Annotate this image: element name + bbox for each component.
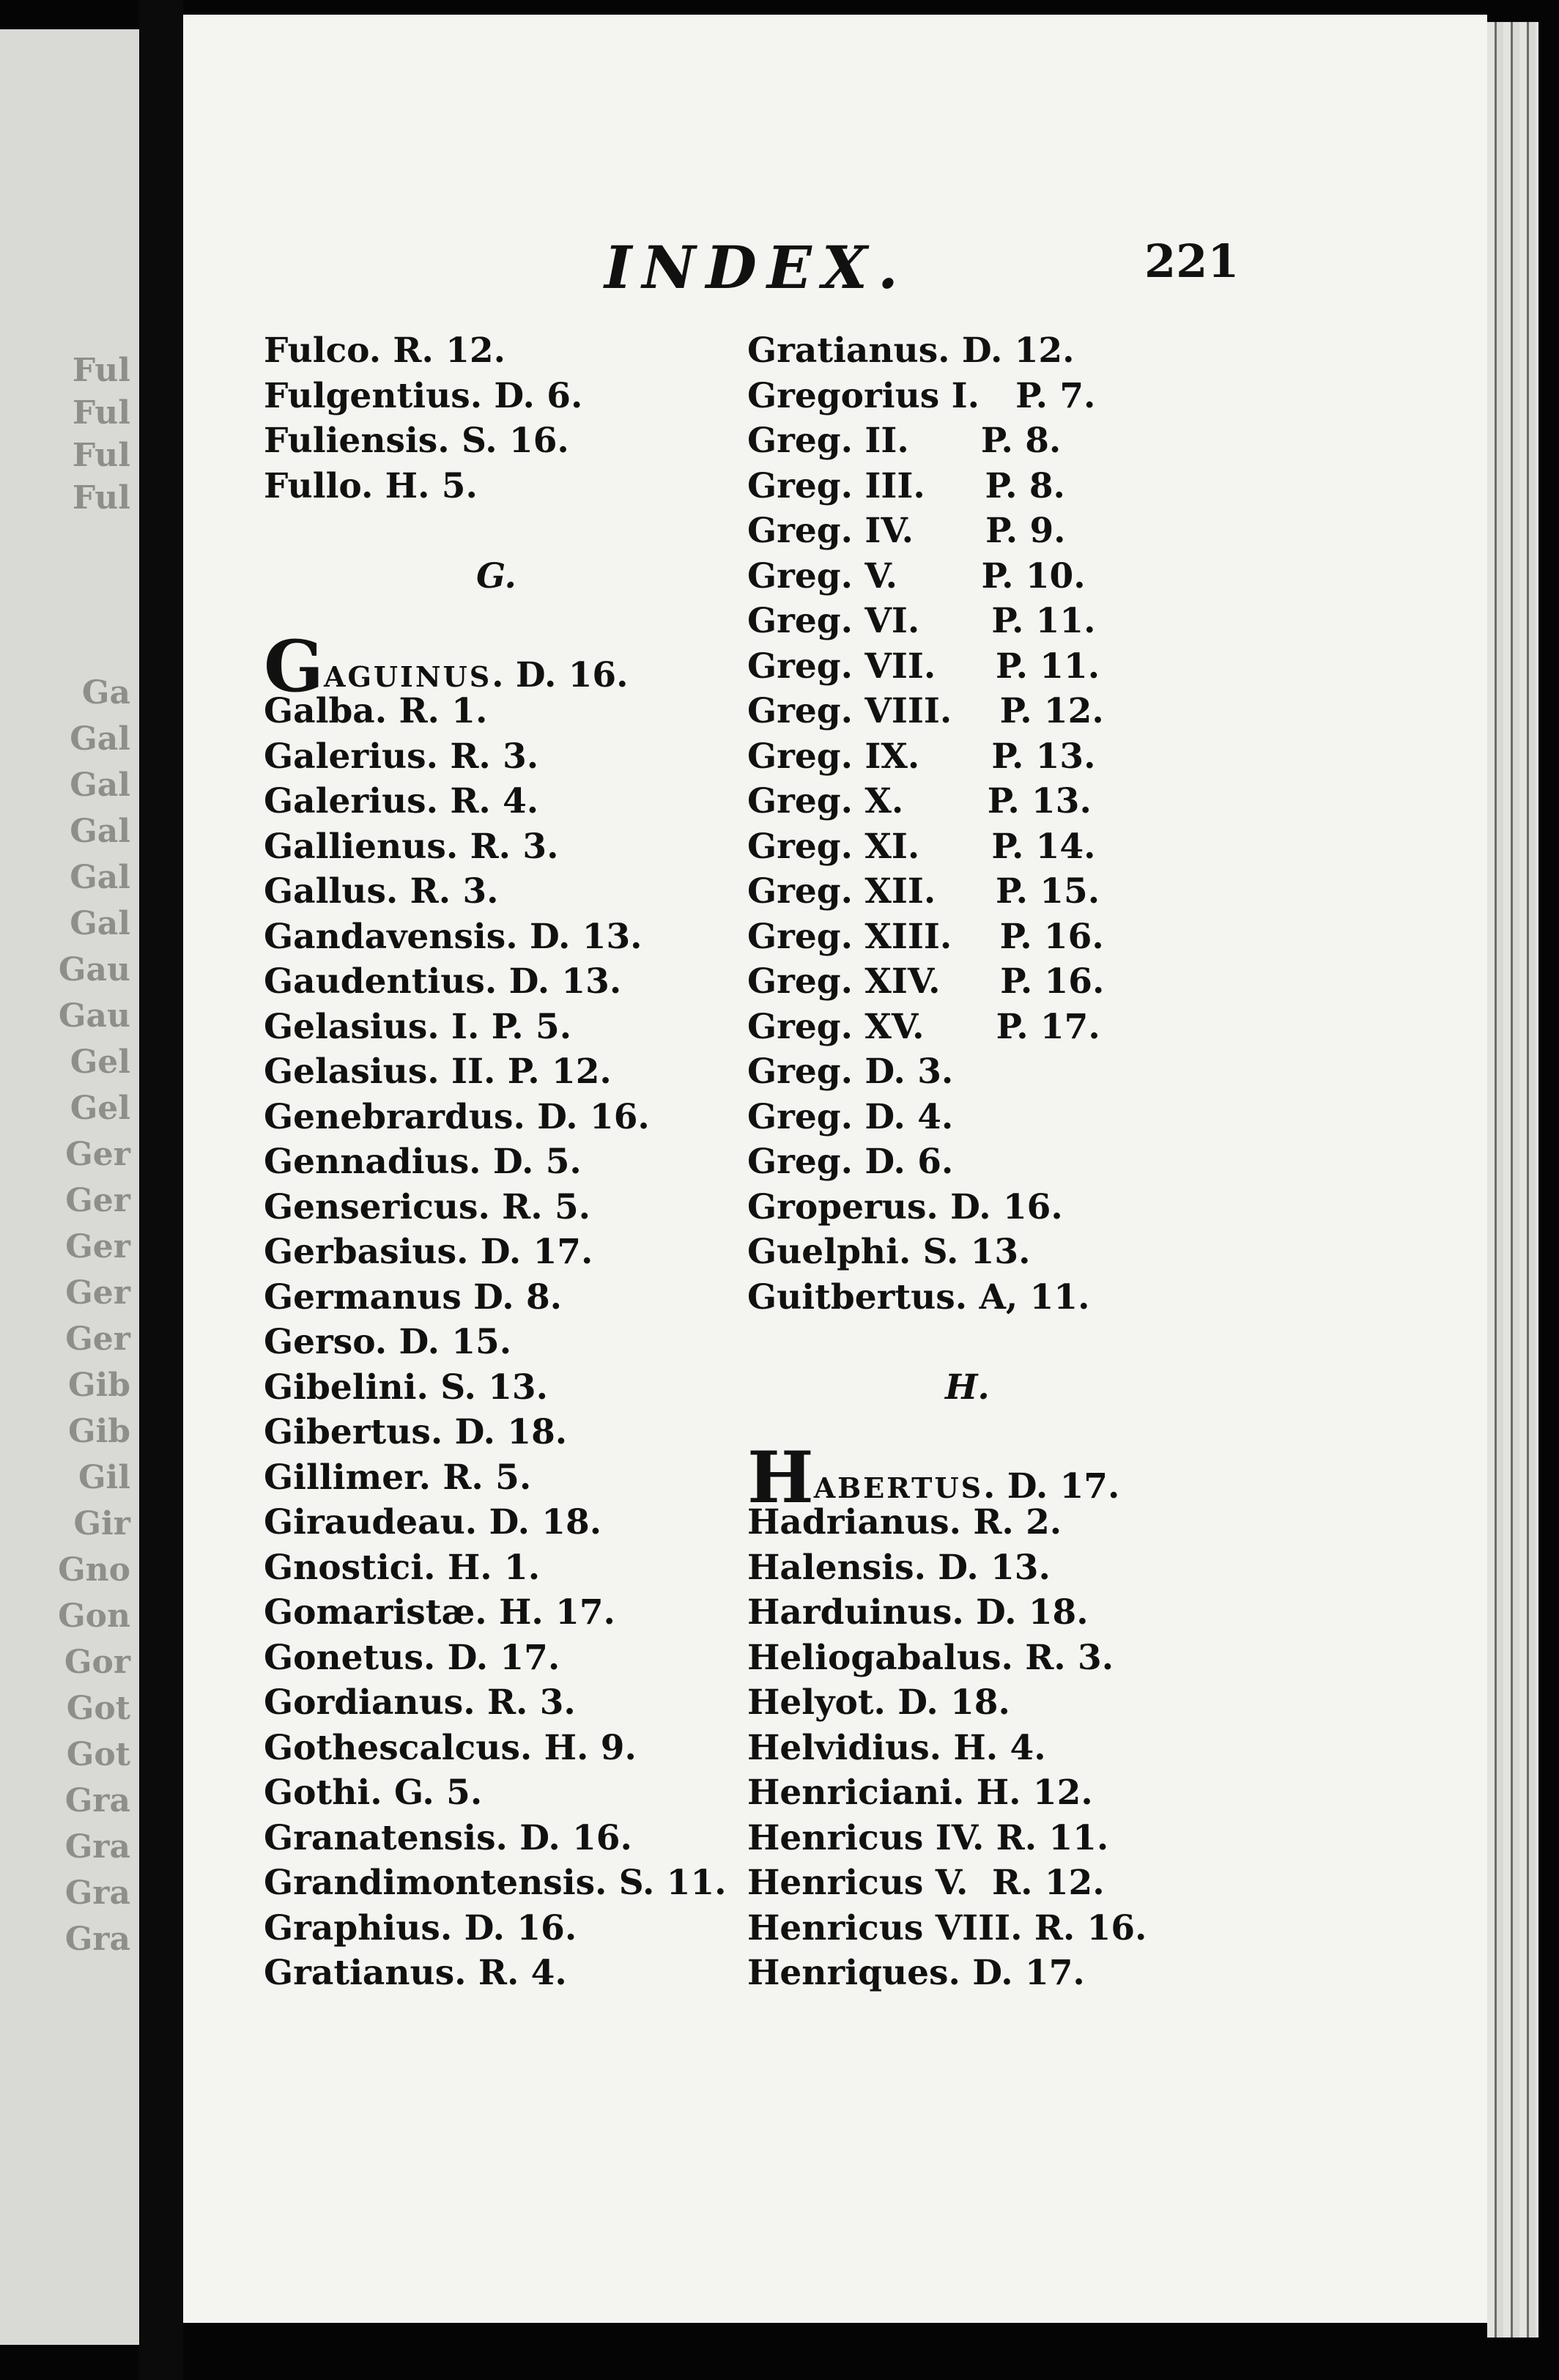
left-page-fragment: Ga: [81, 674, 130, 712]
left-page-fragment: Gau: [58, 997, 130, 1035]
index-entry: Hadrianus. R. 2.: [747, 1502, 1062, 1542]
index-entry: Greg. D. 4.: [747, 1096, 954, 1137]
index-entry: Fuliensis. S. 16.: [264, 421, 569, 461]
index-entry: Greg. V. P. 10.: [747, 555, 1086, 596]
index-entry: Fulco. R. 12.: [264, 330, 506, 371]
index-entry: Gordianus. R. 3.: [264, 1682, 576, 1723]
index-entry: Greg. IV. P. 9.: [747, 511, 1066, 551]
index-entry: Graphius. D. 16.: [264, 1907, 577, 1948]
index-entry: Gratianus. R. 4.: [264, 1953, 567, 1993]
index-entry: Gnostici. H. 1.: [264, 1547, 541, 1588]
left-page-fragment: Gil: [78, 1459, 130, 1496]
index-column-left: [264, 328, 727, 1996]
page-edges: [1487, 22, 1538, 2338]
index-entry: Galerius. R. 3.: [264, 736, 539, 777]
index-entry-drop-cap: [264, 624, 727, 708]
index-entry: Gandavensis. D. 13.: [264, 916, 643, 957]
left-page-fragment: Ful: [72, 479, 130, 517]
left-page-fragment: Ful: [72, 394, 130, 432]
index-entry: Gallienus. R. 3.: [264, 826, 559, 867]
left-page-fragment: Gal: [70, 720, 130, 758]
left-page-fragment: Got: [66, 1690, 130, 1727]
index-entry: Giraudeau. D. 18.: [264, 1502, 602, 1542]
index-entry: Gerbasius. D. 17.: [264, 1232, 593, 1272]
index-entry: Greg. IX. P. 13.: [747, 736, 1096, 777]
index-entry: Gennadius. D. 5.: [264, 1142, 582, 1182]
left-page-fragment: Gra: [64, 1921, 130, 1958]
blank-line: [747, 1320, 1147, 1365]
index-entry: Guelphi. S. 13.: [747, 1232, 1031, 1272]
index-entry: Fulgentius. D. 6.: [264, 375, 583, 416]
left-page-fragment: Gno: [58, 1551, 130, 1589]
index-entry: Greg. XIV. P. 16.: [747, 961, 1105, 1002]
index-entry: Helyot. D. 18.: [747, 1682, 1010, 1723]
index-entry: Greg. VII. P. 11.: [747, 646, 1100, 687]
index-entry: Gibertus. D. 18.: [264, 1412, 568, 1452]
drop-cap-initial: H: [747, 1435, 814, 1519]
section-letter: G.: [476, 555, 516, 596]
left-page-fragment: Ful: [72, 352, 130, 389]
small-caps-name: ABERTUS: [813, 1471, 984, 1504]
index-entry: Helvidius. H. 4.: [747, 1727, 1046, 1768]
left-page-fragment: Gra: [64, 1828, 130, 1866]
blank-line: [264, 599, 727, 644]
left-page-fragment: Gib: [67, 1413, 130, 1450]
section-letter: H.: [945, 1367, 990, 1408]
index-entry: Henricus VIII. R. 16.: [747, 1907, 1147, 1948]
index-entry: Germanus D. 8.: [264, 1276, 563, 1318]
index-entry: Gerso. D. 15.: [264, 1322, 512, 1362]
index-entry: Greg. XV. P. 17.: [747, 1006, 1100, 1047]
index-entry: Greg. X. P. 13.: [747, 781, 1092, 821]
index-entry: Gillimer. R. 5.: [264, 1457, 532, 1498]
index-entry: Gelasius. I. P. 5.: [264, 1006, 572, 1047]
index-entry: Gothi. G. 5.: [264, 1773, 483, 1813]
index-entry: Greg. D. 3.: [747, 1052, 954, 1092]
left-page-fragment: Gon: [58, 1597, 130, 1635]
index-entry: Henriques. D. 17.: [747, 1953, 1085, 1993]
index-entry: Harduinus. D. 18.: [747, 1592, 1089, 1633]
page-header: [183, 233, 1240, 314]
index-entry: Gothescalcus. H. 9.: [264, 1727, 637, 1768]
index-entry: Groperus. D. 16.: [747, 1186, 1063, 1227]
index-entry-drop-cap: [747, 1435, 1147, 1519]
index-entry: Greg. XII. P. 15.: [747, 871, 1100, 912]
index-entry: Genebrardus. D. 16.: [264, 1096, 650, 1137]
left-page-fragment: Gel: [70, 1043, 130, 1081]
left-page-fragment: Gal: [70, 766, 130, 804]
index-entry: Henricus V. R. 12.: [747, 1863, 1105, 1903]
left-page-fragment: Ger: [65, 1228, 130, 1265]
index-entry: Gaudentius. D. 13.: [264, 961, 622, 1002]
left-page-fragment: Ger: [65, 1274, 130, 1312]
entry-reference: . D. 16.: [492, 654, 629, 695]
left-page-fragment: Ful: [72, 437, 130, 474]
index-entry: Henriciani. H. 12.: [747, 1773, 1093, 1813]
index-entry: Grandimontensis. S. 11.: [264, 1863, 727, 1903]
left-page-fragment: Gel: [70, 1090, 130, 1127]
index-entry: Gratianus. D. 12.: [747, 330, 1075, 371]
index-entry: Heliogabalus. R. 3.: [747, 1637, 1114, 1678]
left-page-fragment: Got: [66, 1736, 130, 1773]
page-title: INDEX.: [604, 233, 908, 302]
left-page-fragment: Ger: [65, 1320, 130, 1358]
index-entry: Greg. VIII. P. 12.: [747, 691, 1104, 731]
index-entry: Gibelini. S. 13.: [264, 1367, 548, 1408]
index-entry: Greg. XIII. P. 16.: [747, 916, 1104, 957]
left-page-fragment: Gir: [73, 1505, 130, 1542]
left-page-fragment: Gra: [64, 1874, 130, 1912]
index-entry: Greg. VI. P. 11.: [747, 601, 1096, 641]
left-page-fragment: Gor: [64, 1644, 130, 1681]
section-letter-heading: [747, 1365, 1147, 1411]
index-entry: Greg. III. P. 8.: [747, 465, 1065, 506]
book-gutter: [139, 0, 183, 2380]
index-entry: Fullo. H. 5.: [264, 465, 478, 506]
left-page-fragment: Gra: [64, 1782, 130, 1819]
index-entry: Gregorius I. P. 7.: [747, 375, 1096, 416]
left-page-fragment: Ger: [65, 1136, 130, 1173]
left-page-fragment: Gal: [70, 905, 130, 942]
left-page-edge: [0, 29, 139, 2345]
index-entry: Henricus IV. R. 11.: [747, 1817, 1109, 1858]
index-entry: Guitbertus. A, 11.: [747, 1276, 1090, 1318]
index-entry: Gonetus. D. 17.: [264, 1637, 560, 1678]
index-entry: Galba. R. 1.: [264, 691, 488, 731]
left-page-fragment: Gau: [58, 951, 130, 988]
index-entry: Greg. XI. P. 14.: [747, 826, 1096, 867]
index-entry: Gensericus. R. 5.: [264, 1186, 591, 1227]
left-page-fragment: Gib: [67, 1367, 130, 1404]
index-entry: Gelasius. II. P. 12.: [264, 1052, 612, 1092]
index-entry: Greg. D. 6.: [747, 1142, 954, 1182]
blank-line: [264, 509, 727, 554]
index-entry: Greg. II. P. 8.: [747, 421, 1062, 461]
index-entry: Gallus. R. 3.: [264, 871, 499, 912]
drop-cap-initial: G: [264, 624, 324, 708]
page-number: 221: [1144, 234, 1240, 288]
left-page-fragment: Gal: [70, 859, 130, 896]
index-entry: Galerius. R. 4.: [264, 781, 539, 821]
index-entry: Granatensis. D. 16.: [264, 1817, 632, 1858]
section-letter-heading: [264, 554, 727, 599]
small-caps-name: AGUINUS: [323, 659, 492, 693]
index-entry: Gomaristæ. H. 17.: [264, 1592, 615, 1633]
index-column-right: [747, 328, 1147, 1996]
index-entry: Halensis. D. 13.: [747, 1547, 1051, 1588]
left-page-fragment: Ger: [65, 1182, 130, 1219]
left-page-fragment: Gal: [70, 813, 130, 850]
entry-reference: . D. 17.: [983, 1466, 1120, 1507]
